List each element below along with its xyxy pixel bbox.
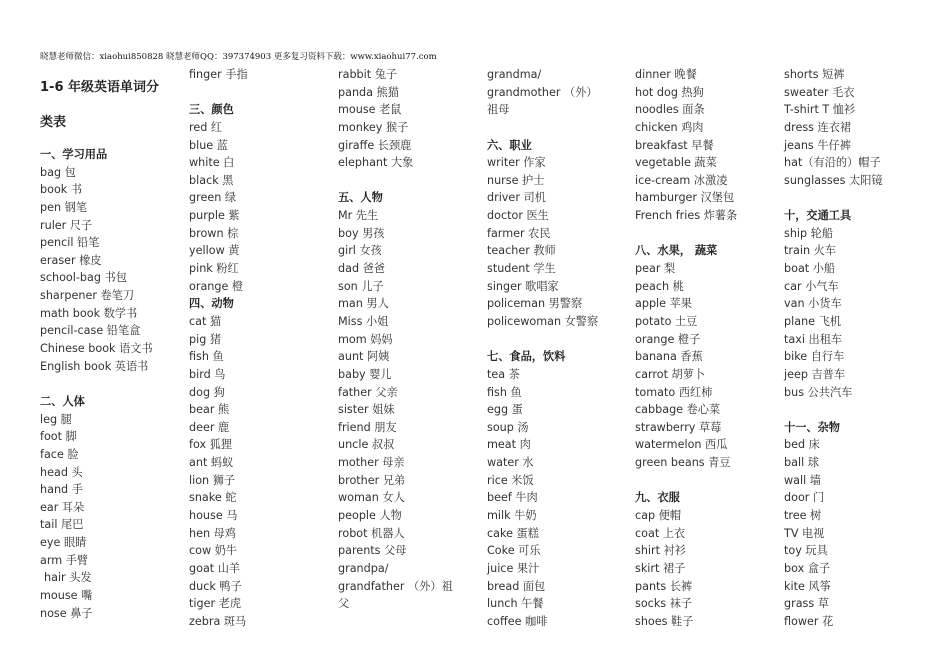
vocab-entry: grandpa/ [338, 561, 389, 575]
section-spacer [40, 375, 185, 393]
vocab-entry: white 白 [189, 156, 235, 170]
vocab-entry: kite 风筝 [784, 579, 831, 593]
vocab-entry: finger 手指 [189, 68, 248, 81]
vocab-entry: strawberry 草莓 [635, 420, 722, 434]
vocab-entry: hamburger 汉堡包 [635, 191, 735, 205]
vocab-entry: shorts 短裤 [784, 68, 845, 81]
category-heading: 三、颜色 [189, 103, 234, 117]
category-heading: 二、人体 [40, 394, 85, 408]
vocab-entry: woman 女人 [338, 491, 405, 505]
vocab-entry: deer 鹿 [189, 420, 230, 434]
vocab-entry: shirt 衬衫 [635, 544, 686, 558]
vocab-entry: black 黑 [189, 173, 234, 187]
category-heading: 四、动物 [189, 297, 234, 311]
vocab-entry: rabbit 兔子 [338, 68, 398, 81]
vocab-entry: potato 土豆 [635, 314, 698, 328]
vocab-entry: egg 蛋 [487, 403, 523, 417]
vocab-entry: mom 妈妈 [338, 332, 393, 346]
page-header: 晓慧老师微信：xiaohui850828 晓慧老师QQ：397374903 更多复习资料下载：www.xiaohui77.com [40, 52, 437, 62]
vocab-entry: plane 飞机 [784, 314, 841, 328]
vocab-entry: carrot 胡萝卜 [635, 367, 706, 381]
vocab-entry: vegetable 蔬菜 [635, 156, 717, 170]
vocab-entry: mother 母亲 [338, 456, 405, 470]
vocab-entry: head 头 [40, 465, 83, 479]
vocab-entry: monkey 猴子 [338, 120, 409, 134]
vocab-entry: chicken 鸡肉 [635, 120, 704, 134]
vocab-entry: ear 耳朵 [40, 500, 85, 514]
vocab-entry: door 门 [784, 491, 825, 505]
vocab-entry: foot 脚 [40, 430, 77, 444]
vocab-entry: hat（有沿的）帽子 [784, 156, 881, 170]
vocab-entry: lion 狮子 [189, 473, 236, 487]
vocab-entry: flower 花 [784, 614, 834, 628]
word-column-4 [487, 66, 632, 631]
vocab-entry: Chinese book 语文书 [40, 342, 153, 356]
vocab-entry: arm 手臂 [40, 553, 89, 567]
vocab-entry: father 父亲 [338, 385, 398, 399]
vocab-entry: man 男人 [338, 297, 389, 311]
vocab-entry: duck 鸭子 [189, 579, 242, 593]
vocab-entry: van 小货车 [784, 297, 842, 311]
page-title-line-2: 类表 [40, 115, 67, 130]
vocab-entry: T-shirt T 恤衫 [784, 103, 856, 117]
vocab-entry: socks 袜子 [635, 597, 693, 611]
vocab-entry: fish 鱼 [487, 385, 522, 399]
vocab-entry: rice 米饭 [487, 473, 534, 487]
category-heading: 九、衣服 [635, 491, 680, 505]
vocab-entry: toy 玩具 [784, 544, 828, 558]
vocab-entry: orange 橙 [189, 279, 244, 293]
vocab-entry: aunt 阿姨 [338, 350, 390, 364]
section-spacer [338, 172, 483, 190]
vocab-entry: juice 果汁 [487, 561, 540, 575]
vocab-entry: writer 作家 [487, 156, 546, 170]
vocab-entry: cow 奶牛 [189, 544, 238, 558]
vocab-entry: purple 紫 [189, 209, 240, 223]
vocab-entry: grandfather （外）祖 [338, 579, 453, 593]
category-heading: 十一、杂物 [784, 420, 840, 434]
category-heading: 六、职业 [487, 138, 532, 152]
vocab-entry: car 小气车 [784, 279, 839, 293]
vocab-entry: friend 朋友 [338, 420, 397, 434]
vocab-entry: Miss 小姐 [338, 314, 389, 328]
vocab-entry: uncle 叔叔 [338, 438, 395, 452]
vocab-entry: eye 眼睛 [40, 536, 87, 550]
vocab-entry: hand 手 [40, 483, 83, 497]
vocab-entry: banana 香蕉 [635, 350, 703, 364]
vocab-entry: sharpener 卷笔刀 [40, 289, 135, 303]
section-spacer [189, 84, 334, 102]
vocab-entry: goat 山羊 [189, 561, 241, 575]
vocab-entry: sunglasses 太阳镜 [784, 173, 883, 187]
vocab-entry: ship 轮船 [784, 226, 834, 240]
vocab-entry: ant 蚂蚁 [189, 456, 234, 470]
section-spacer [487, 331, 632, 349]
vocab-entry: skirt 裙子 [635, 561, 686, 575]
word-column-5 [635, 66, 780, 631]
vocab-entry: math book 数学书 [40, 306, 138, 320]
vocab-entry: hair 头发 [44, 571, 92, 585]
section-spacer [635, 225, 780, 243]
vocab-entry: sister 姐妹 [338, 403, 395, 417]
category-heading: 七、食品，饮料 [487, 350, 566, 364]
vocab-entry: red 红 [189, 120, 223, 134]
vocab-entry: orange 橙子 [635, 332, 701, 346]
vocab-entry: bread 面包 [487, 579, 546, 593]
vocab-entry: water 水 [487, 456, 534, 470]
vocab-entry: pink 粉红 [189, 262, 239, 276]
vocab-entry: tiger 老虎 [189, 597, 242, 611]
section-spacer [635, 472, 780, 490]
vocab-entry: dog 狗 [189, 385, 225, 399]
vocab-entry: 祖母 [487, 103, 510, 117]
vocab-entry: taxi 出租车 [784, 332, 843, 346]
vocab-entry: farmer 农民 [487, 226, 551, 240]
vocab-entry: policeman 男警察 [487, 297, 583, 311]
word-column-1 [40, 146, 185, 622]
vocab-entry: book 书 [40, 183, 83, 197]
vocab-entry: bird 鸟 [189, 367, 226, 381]
vocab-entry: cake 蛋糕 [487, 526, 539, 540]
vocab-entry: boat 小船 [784, 262, 836, 276]
word-column-6 [784, 66, 929, 631]
vocab-entry: breakfast 早餐 [635, 138, 714, 152]
vocab-entry: cap 便帽 [635, 509, 682, 523]
vocab-entry: box 盒子 [784, 561, 831, 575]
vocab-entry: jeep 吉普车 [784, 367, 846, 381]
vocab-entry: bag 包 [40, 165, 76, 179]
vocab-entry: lunch 午餐 [487, 597, 544, 611]
vocab-entry: nose 鼻子 [40, 606, 93, 620]
vocab-entry: French fries 炸薯条 [635, 209, 738, 223]
vocab-entry: face 脸 [40, 447, 79, 461]
vocab-entry: panda 熊猫 [338, 85, 399, 99]
vocab-entry: tail 尾巴 [40, 518, 84, 532]
vocab-entry: green 绿 [189, 191, 237, 205]
vocab-entry: shoes 鞋子 [635, 614, 694, 628]
category-heading: 一、学习用品 [40, 148, 108, 161]
vocab-entry: tomato 西红柿 [635, 385, 713, 399]
category-heading: 五、人物 [338, 191, 383, 205]
vocab-entry: boy 男孩 [338, 226, 385, 240]
vocab-entry: dinner 晚餐 [635, 68, 697, 81]
section-spacer [487, 119, 632, 137]
vocab-entry: yellow 黄 [189, 244, 240, 258]
vocab-entry: pen 钢笔 [40, 200, 88, 214]
vocab-entry: dad 爸爸 [338, 262, 385, 276]
vocab-entry: pig 猪 [189, 332, 222, 346]
vocab-entry: hen 母鸡 [189, 526, 236, 540]
vocab-entry: tea 茶 [487, 367, 520, 381]
vocab-entry: 父 [338, 597, 350, 611]
vocab-entry: wall 墙 [784, 473, 821, 487]
vocab-entry: coffee 咖啡 [487, 614, 548, 628]
vocab-entry: TV 电视 [784, 526, 825, 540]
vocab-entry: blue 蓝 [189, 138, 228, 152]
vocab-entry: girl 女孩 [338, 244, 382, 258]
vocab-entry: pencil-case 铅笔盒 [40, 324, 141, 338]
vocab-entry: ball 球 [784, 456, 819, 470]
vocab-entry: house 马 [189, 509, 238, 523]
vocab-entry: people 人物 [338, 509, 402, 523]
vocab-entry: mouse 嘴 [40, 589, 93, 603]
vocab-entry: green beans 青豆 [635, 456, 731, 470]
vocab-entry: hot dog 热狗 [635, 85, 704, 99]
vocab-entry: grandma/ [487, 68, 542, 81]
vocab-entry: policewoman 女警察 [487, 314, 599, 328]
vocab-entry: sweater 毛衣 [784, 85, 855, 99]
vocab-entry: doctor 医生 [487, 209, 549, 223]
vocab-entry: beef 牛肉 [487, 491, 538, 505]
vocab-entry: noodles 面条 [635, 103, 705, 117]
vocab-entry: bear 熊 [189, 403, 230, 417]
vocab-entry: singer 歌唱家 [487, 279, 559, 293]
vocab-entry: leg 腿 [40, 412, 72, 426]
vocab-entry: Coke 可乐 [487, 544, 541, 558]
vocab-entry: bus 公共汽车 [784, 385, 853, 399]
section-spacer [784, 401, 929, 419]
vocab-entry: nurse 护士 [487, 173, 545, 187]
vocab-entry: fish 鱼 [189, 350, 224, 364]
vocab-entry: baby 婴儿 [338, 367, 392, 381]
vocab-entry: snake 蛇 [189, 491, 237, 505]
vocab-entry: ice-cream 冰激凌 [635, 173, 728, 187]
vocab-entry: zebra 斑马 [189, 614, 247, 628]
word-column-2 [189, 66, 334, 631]
vocab-entry: robot 机器人 [338, 526, 405, 540]
vocab-entry: English book 英语书 [40, 359, 149, 373]
vocab-entry: grass 草 [784, 597, 829, 611]
vocab-entry: mouse 老鼠 [338, 103, 402, 117]
vocab-entry: brother 兄弟 [338, 473, 406, 487]
vocab-entry: elephant 大象 [338, 156, 414, 170]
vocab-entry: teacher 教师 [487, 244, 556, 258]
category-heading: 十，交通工具 [784, 209, 852, 223]
vocab-entry: apple 苹果 [635, 297, 692, 311]
vocab-entry: fox 狐狸 [189, 438, 232, 452]
vocab-entry: meat 肉 [487, 438, 531, 452]
vocab-entry: bike 自行车 [784, 350, 845, 364]
vocab-entry: eraser 橡皮 [40, 253, 102, 267]
category-heading: 八、水果， 蔬菜 [635, 244, 718, 258]
vocab-entry: giraffe 长颈鹿 [338, 138, 412, 152]
word-column-3 [338, 66, 483, 613]
vocab-entry: watermelon 西瓜 [635, 438, 728, 452]
vocab-entry: cat 猫 [189, 314, 222, 328]
vocab-entry: parents 父母 [338, 544, 407, 558]
vocab-entry: coat 上衣 [635, 526, 686, 540]
vocab-entry: pear 梨 [635, 262, 676, 276]
vocab-entry: ruler 尺子 [40, 218, 93, 232]
vocab-entry: driver 司机 [487, 191, 546, 205]
vocab-entry: school-bag 书包 [40, 271, 127, 285]
vocab-entry: bed 床 [784, 438, 820, 452]
vocab-entry: son 儿子 [338, 279, 384, 293]
vocab-entry: train 火车 [784, 244, 836, 258]
vocab-entry: pencil 铅笔 [40, 236, 100, 250]
vocab-entry: jeans 牛仔裤 [784, 138, 851, 152]
vocab-entry: soup 汤 [487, 420, 529, 434]
vocab-entry: peach 桃 [635, 279, 684, 293]
vocab-entry: brown 棕 [189, 226, 239, 240]
vocab-entry: grandmother （外） [487, 85, 598, 99]
vocab-entry: Mr 先生 [338, 209, 379, 223]
vocab-entry: cabbage 卷心菜 [635, 403, 721, 417]
page-title-line-1: 1-6 年级英语单词分 [40, 80, 160, 95]
section-spacer [784, 189, 929, 207]
vocab-entry: student 学生 [487, 262, 556, 276]
vocab-entry: milk 牛奶 [487, 509, 537, 523]
vocab-entry: dress 连衣裙 [784, 120, 852, 134]
vocab-entry: tree 树 [784, 509, 822, 523]
vocab-entry: pants 长裤 [635, 579, 693, 593]
